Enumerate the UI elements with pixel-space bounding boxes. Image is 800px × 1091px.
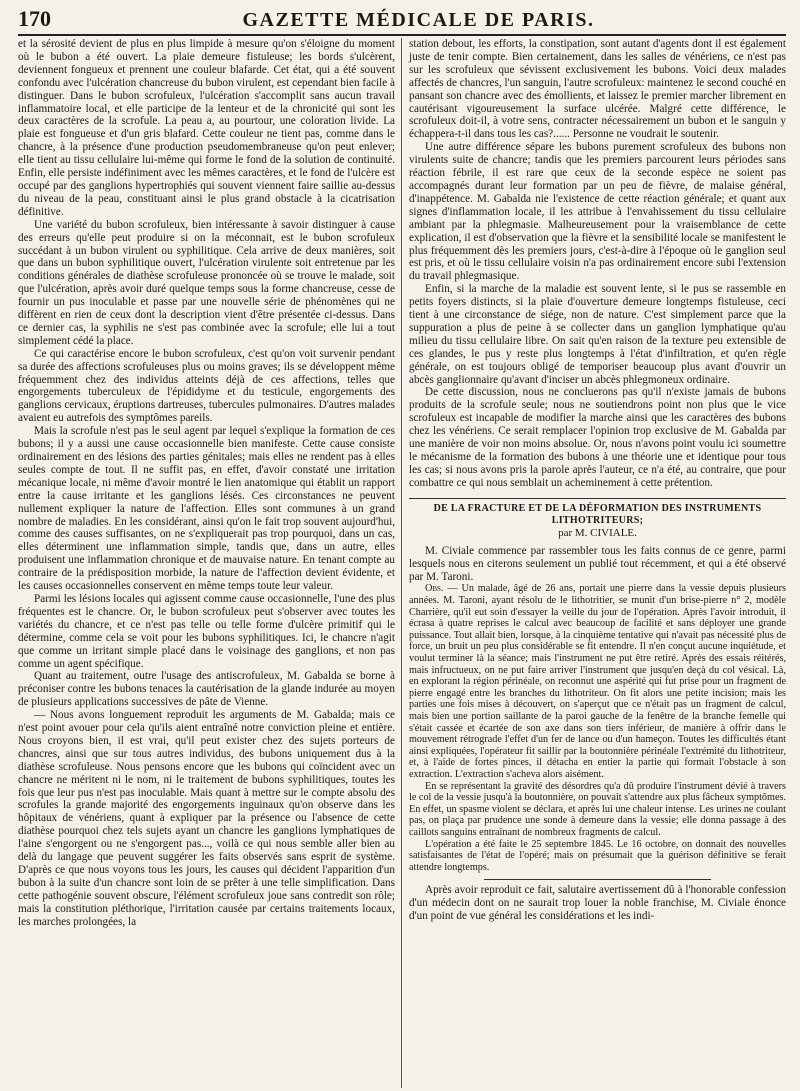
page-number: 170 (18, 6, 51, 31)
paragraph: station debout, les efforts, la constipation, sont autant d'agents dont il est également juste de tenir compte. Bien certainement, dans les salles de vénériens, ce n'est pas sur les scrofuleux que sévissent exclusivement les bubons. Voici deux malades affectés de chancres, l'un sanguin, l'autre scrofuleux: maintenez le second couché en pansant son chancre avec des émollients, et laissez le premier marcher librement en cautérisant vigoureusement la surface ulcérée. Malgré cette différence, le scrofuleux doit-il, à votre sens, contracter nécessairement un bubon et le sanguin y échappera-t-il dans tous les cas?...... Personne ne voudrait le soutenir. (409, 38, 786, 141)
paragraph: Enfin, si la marche de la maladie est souvent lente, si le pus se rassemble en petits foyers distincts, si la plaie d'ouverture demeure longtemps fistuleuse, ceci tient à une circonstance de siége, non de nature. C'est simplement parce que la suppuration a plus de peine à se collecter dans un ganglion lymphatique qu'au milieu du tissu cellulaire libre. On sait qu'en raison de la texture peu extensible de ces glandes, le pus y reste plus longtemps à l'état d'infiltration, et qu'en règle générale, on est toujours obligé de temporiser beaucoup plus avant d'ouvrir un abcès ganglionnaire qu'avant d'inciser un abcès phlegmoneux ordinaire. (409, 283, 786, 386)
page-header (18, 6, 786, 36)
paragraph: M. Civiale commence par rassembler tous les faits connus de ce genre, parmi lesquels nous en citerons seulement un publié tout récemment, et qui a été observé par M. Taroni. (409, 544, 786, 583)
section-title: DE LA FRACTURE ET DE LA DÉFORMATION DES INSTRUMENTS LITHOTRITEURS; (433, 502, 762, 526)
paragraph: Quant au traitement, outre l'usage des antiscrofuleux, M. Gabalda se borne à préconiser contre les bubons tenaces la cautérisation de la glande indurée au moyen de plusieurs applications successives de pâte de Vienne. (18, 670, 395, 709)
observation-paragraph: En se représentant la gravité des désordres qu'a dû produire l'instrument dévié à travers le col de la vessie jusqu'à la boutonnière, on pouvait s'attendre aux plus fâcheux symptômes. En effet, un spasme violent se déclara, et après lui une chaleur intense. Les urines ne coulant pas, on plaça par prudence une sonde à demeure dans la vessie; elle donna passage à des caillots sanguins entraînant de nombreux fragments de calcul. (409, 780, 786, 838)
paragraph: et la sérosité devient de plus en plus limpide à mesure qu'on s'éloigne du moment où le bubon a été ouvert. La plaie demeure fistuleuse; les bords s'ulcèrent, deviennent fongueux et prennent une couleur blafarde. Cet état, qui a été souvent confondu avec l'ulcération chancreuse du bubon virulent, est cependant bien facile à distinguer. Dans le bubon scrofuleux, l'ulcération s'accomplit sans aucun travail inflammatoire local, et elle participe de la lenteur et de la chronicité qui sont les deux caractères de la scrofule. La peau a, au pourtour, une coloration livide. La plaie est fongueuse et d'un gris blafard. Cette couleur ne tient pas, comme dans le chancre, à la présence d'une production pseudomembraneuse qu'on peut enlever; elle tient au tissu cellulaire lui-même qui forme le fond de la solution de continuité. Enfin, elle persiste indéfiniment avec les mêmes caractères, et le fond de l'ulcère est occupé par des ganglions hypertrophiés qui souvent viennent faire saillie au-dessus du niveau de la peau, constituant ainsi le plus grand obstacle à la cicatrisation définitive. (18, 38, 395, 218)
paragraph: Parmi les lésions locales qui agissent comme cause occasionnelle, l'une des plus fréquentes est le chancre. Or, le bubon scrofuleux peut s'observer avec toutes les variétés du chancre, et ce n'est pas telle ou telle forme d'ulcère primitif qui le détermine, comme cela se voit pour les bubons syphilitiques. Ici, le chancre n'agit que comme un irritant simple placé dans le voisinage des ganglions, et non pas comme un agent spécifique. (18, 592, 395, 670)
observation-block (409, 583, 786, 873)
right-column (409, 38, 786, 1088)
paragraph: — Nous avons longuement reproduit les arguments de M. Gabalda; mais ce n'est point avouer pour cela qu'ils aient entraîné notre conviction pleine et entière. Nous croyons bien, il est vrai, qu'il peut exister chez des sujets porteurs de chancres, ainsi que sur tous autres individus, des bubons uniquement dus à la diathèse scrofuleuse. Nous pensons encore que les bubons qui coïncident avec un chancre ne méritent ni le nom, ni le traitement de bubons syphilitiques, toutes les fois que leur pus n'est pas inoculable. Mais quant à mettre sur le compte absolu des scrofules la grande majorité des engorgements inguinaux qu'on observe dans les hôpitaux de vénériens, quant à expliquer par la présence ou l'absence de cette diathèse pourquoi chez tels sujets ayant un chancre les ganglions lymphatiques de l'aine s'engorgent ou ne s'engorgent pas..., voilà ce qui nous semble aller bien au delà du langage que peuvent suggérer les faits observés sans esprit de système. D'après ce que nous voyons tous les jours, les causes qui décident l'apparition d'un bubon à la suite d'un chancre sont loin de se prêter à une telle simplification. Dans cette pathogénie souvent obscure, l'élément scrofuleux joue sans contredit son rôle; mais la constitution pléthorique, l'irritation causée par certains traitements locaux, les marches prolongées, la (18, 709, 395, 928)
text-columns (18, 38, 786, 1088)
section-divider (484, 879, 710, 880)
section-author: par M. CIVIALE. (558, 526, 637, 539)
left-column (18, 38, 395, 1088)
observation-paragraph (409, 583, 786, 780)
paragraph: De cette discussion, nous ne concluerons pas qu'il n'existe jamais de bubons produits de la scrofule seule; nous ne soutiendrons point non plus que le vice scrofuleux est incapable de modifier la marche ainsi que les caractères des bubons chez les vénériens. Ce serait remplacer l'opinion trop exclusive de M. Gabalda par une manière de voir non moins absolue. Or, nous n'avons point voulu ici soumettre le mécanisme de la formation des bubons à une théorie une et identique pour tous les cas; si nous avons pris la parole après l'auteur, ce n'a été, au contraire, que pour combattre ce qui nous semblait un acheminement à cette prétention. (409, 386, 786, 489)
observation-text: — Un malade, âgé de 26 ans, portait une pierre dans la vessie depuis plusieurs années. M. Taroni, ayant résolu de le lithotritier, se munit d'un brise-pierre n° 2, modèle Charrière, qu'il eut soin d'essayer la veille du jour de l'opération. Après l'avoir introduit, il écrasa à quatre reprises le calcul avec beaucoup de facilité et sans déployer une grande puissance. Tout allait bien, lorsque, à la cinquième tentative qui n'avait pas nécessité plus de force, un bruit un peu plus considérable se fit entendre. Il n'en conçut aucune inquiétude, et voulut terminer là la séance; mais l'instrument ne put être retiré. Après des essais réitérés, mais infructueux, on ne put faire arriver l'instrument que jusqu'en deçà du col vésical. Là, en explorant la région périnéale, on reconnut une aspérité qui fut prise pour un fragment de pierre engagé entre les branches du lithotriteur. On fit alors une petite incision; mais les parties une fois mises à découvert, on s'aperçut que ce n'était pas un fragment de calcul, mais bien une portion saillante de la paroi gauche de la fenêtre de la branche femelle qui s'était cassée et écartée de son axe dans son tiers inférieur, de manière à offrir dans le mouvement rétrograde l'effet d'un fer de lance ou d'un hameçon. Toutes les difficultés étant ainsi expliquées, l'opérateur fit saillir par la boutonnière périnéale l'extrémité du lithotriteur, et, à l'aide de fortes pinces, il détacha en entier la partie qui formait l'obstacle à son extraction. L'extraction s'acheva alors aisément. (409, 583, 786, 780)
paragraph: Ce qui caractérise encore le bubon scrofuleux, c'est qu'on voit survenir pendant sa durée des affections scrofuleuses plus ou moins graves; ils se développent même fréquemment chez des individus atteints déjà de ces affections, telles que engorgements tuberculeux de l'épididyme et du testicule, engorgements des ganglions cervicaux, éruptions dartreuses, tubercules pulmonaires. D'autres malades avaient eu autrefois des symptômes pareils. (18, 347, 395, 425)
journal-title: GAZETTE MÉDICALE DE PARIS. (242, 9, 595, 31)
paragraph: Mais la scrofule n'est pas le seul agent par lequel s'explique la formation de ces bubons; il y a aussi une cause occasionnelle bien manifeste. Cette cause consiste ordinairement en des lésions des parties génitales; mais elles ne rendent pas à elles seules compte de tout. Il ne suffit pas, en effet, d'avoir constaté une irritation mécanique locale, ni même d'avoir montré le lien anatomique qui établit un rapport entre la cause irritante et les ganglions lésés. Ces circonstances ne peuvent nullement expliquer la nature de l'affection. Elles sont communes à un grand nombre de maladies. En les considérant, ainsi qu'on le fait trop souvent aujourd'hui, comme des causes suffisantes, on ne s'expliquerait pas trop pourquoi, dans un cas, elles déterminent une inflammation simple, tandis que, dans un autre, elles produisent une inflammation chronique et de mauvaise nature. En tenant compte au contraire de la prédisposition morbide, la nature de l'affection devient évidente, et les causes occasionnelles conservent en même temps toute leur valeur. (18, 425, 395, 593)
paragraph: Une autre différence sépare les bubons purement scrofuleux des bubons non virulents suite de chancre; tandis que les premiers parcourent leurs périodes sans réaction fébrile, il est rare que ceux de la seconde espèce ne soient pas accompagnés durant leur formation par un peu de fièvre, de malaise général, d'inappétence. M. Gabalda nie l'existence de cette réaction générale; et quant aux signes d'inflammation locale, il les attribue à l'envahissement du tissu cellulaire ambiant par la phlegmasie. Malheureusement pour la vraisemblance de cette explication, il est d'observation que la fièvre et la sensibilité locale se manifestent le plus fréquemment dès les premiers jours, c'est-à-dire à l'époque où le ganglion seul est pris, et où le tissu cellulaire voisin n'a pas ordinairement encore subi l'extension du travail phlegmasique. (409, 141, 786, 283)
paragraph: Une variété du bubon scrofuleux, bien intéressante à savoir distinguer à cause des erreurs qu'elle peut produire si on la méconnait, est le bubon scrofuleux succédant à un bubon virulent ou syphilitique. Cela arrive de deux manières, soit que dans un bubon syphilitique ouvert, l'ulcération virulente soit entretenue par les conditions générales de diathèse scrofuleuse prononcée où se trouve le malade, soit que l'ulcération, après avoir duré quelque temps sous la forme chancreuse, cesse de fournir un pus inoculable et passe par une nouvelle série de phénomènes qui ne diffèrent en rien de ceux dont la description vient d'être présentée ci-dessus. Dans ce dernier cas, la syphilis ne s'est pas combinée avec la scrofule; elle lui a tout simplement cédé la place. (18, 218, 395, 347)
observation-paragraph: L'opération a été faite le 25 septembre 1845. Le 16 octobre, on donnait des nouvelles satisfaisantes de l'état de l'opéré; mais on présumait que la guérison définitive se ferait attendre longtemps. (409, 838, 786, 873)
paragraph: Après avoir reproduit ce fait, salutaire avertissement dû à l'honorable confession d'un médecin dont on ne saurait trop louer la noble franchise, M. Civiale énonce d'un point de vue général les considérations et les indi- (409, 884, 786, 923)
observation-lead: Obs. (425, 583, 444, 595)
section-divider (409, 498, 786, 499)
